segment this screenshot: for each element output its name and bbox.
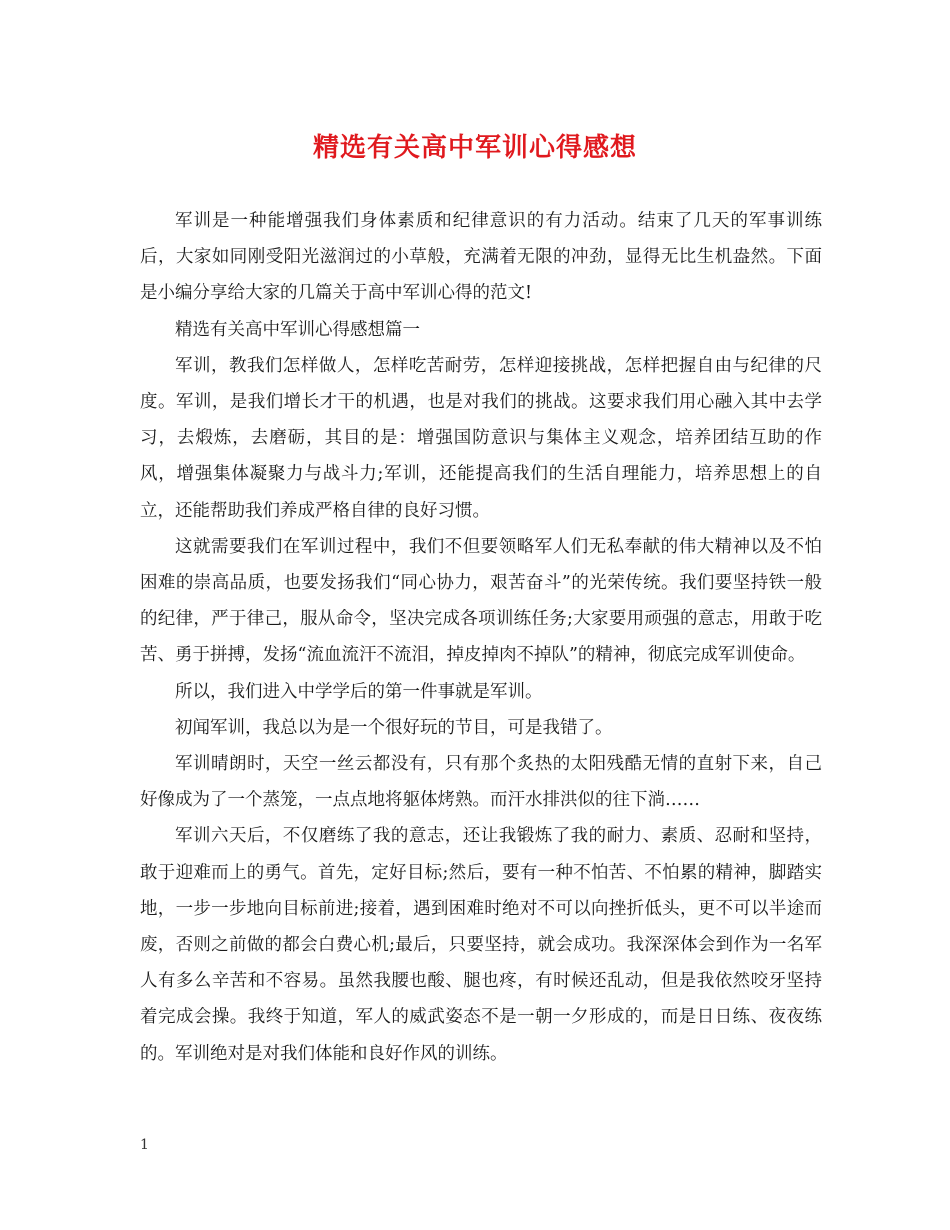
paragraph: 军训六天后，不仅磨练了我的意志，还让我锻炼了我的耐力、素质、忍耐和坚持，敢于迎难而上的勇气。首先，定好目标;然后，要有一种不怕苦、不怕累的精神，脚踏实地，一步一步地向目标前进;接着，遇到困难时绝对不可以向挫折低头，更不可以半途而废，否则之前做的都会白费心机;最后，只要坚持，就会成功。我深深体会到作为一名军人有多么辛苦和不容易。虽然我腰也酸、腿也疼，有时候还乱动，但是我依然咬牙坚持着完成会操。我终于知道，军人的威武姿态不是一朝一夕形成的，而是日日练、夜夜练的。军训绝对是对我们体能和良好作风的训练。 [140, 826, 822, 1064]
paragraph: 这就需要我们在军训过程中，我们不但要领略军人们无私奉献的伟大精神以及不怕困难的崇高品质，也要发扬我们“同心协力，艰苦奋斗”的光荣传统。我们要坚持铁一般的纪律，严于律己，服从命令，坚决完成各项训练任务;大家要用顽强的意志，用敢于吃苦、勇于拼搏，发扬“流血流汗不流泪，掉皮掉肉不掉队”的精神，彻底完成军训使命。 [140, 536, 822, 666]
paragraph: 所以，我们进入中学学后的第一件事就是军训。 [175, 681, 543, 702]
paragraph: 军训晴朗时，天空一丝云都没有，只有那个炙热的太阳残酷无情的直射下来，自己好像成为了一个蒸笼，一点点地将躯体烤熟。而汗水排洪似的往下淌…… [140, 754, 822, 811]
paragraph: 军训，教我们怎样做人，怎样吃苦耐劳，怎样迎接挑战，怎样把握自由与纪律的尺度。军训，是我们增长才干的机遇，也是对我们的挑战。这要求我们用心融入其中去学习，去煅炼，去磨砺，其目的是：增强国防意识与集体主义观念，培养团结互助的作风，增强集体凝聚力与战斗力;军训，还能提高我们的生活自理能力，培养思想上的自立，还能帮助我们养成严格自律的良好习惯。 [140, 355, 822, 521]
paragraph: 初闻军训，我总以为是一个很好玩的节目，可是我错了。 [175, 717, 613, 738]
page-number: 1 [140, 1137, 149, 1153]
document-title: 精选有关高中军训心得感想 [312, 133, 637, 163]
paragraph-intro: 军训是一种能增强我们身体素质和纪律意识的有力活动。结束了几天的军事训练后，大家如同刚受阳光滋润过的小草般，充满着无限的冲劲，显得无比生机盎然。下面是小编分享给大家的几篇关于高中军训心得的范文! [140, 211, 822, 304]
document-body [140, 203, 822, 1072]
section-heading: 精选有关高中军训心得感想篇一 [175, 319, 420, 340]
